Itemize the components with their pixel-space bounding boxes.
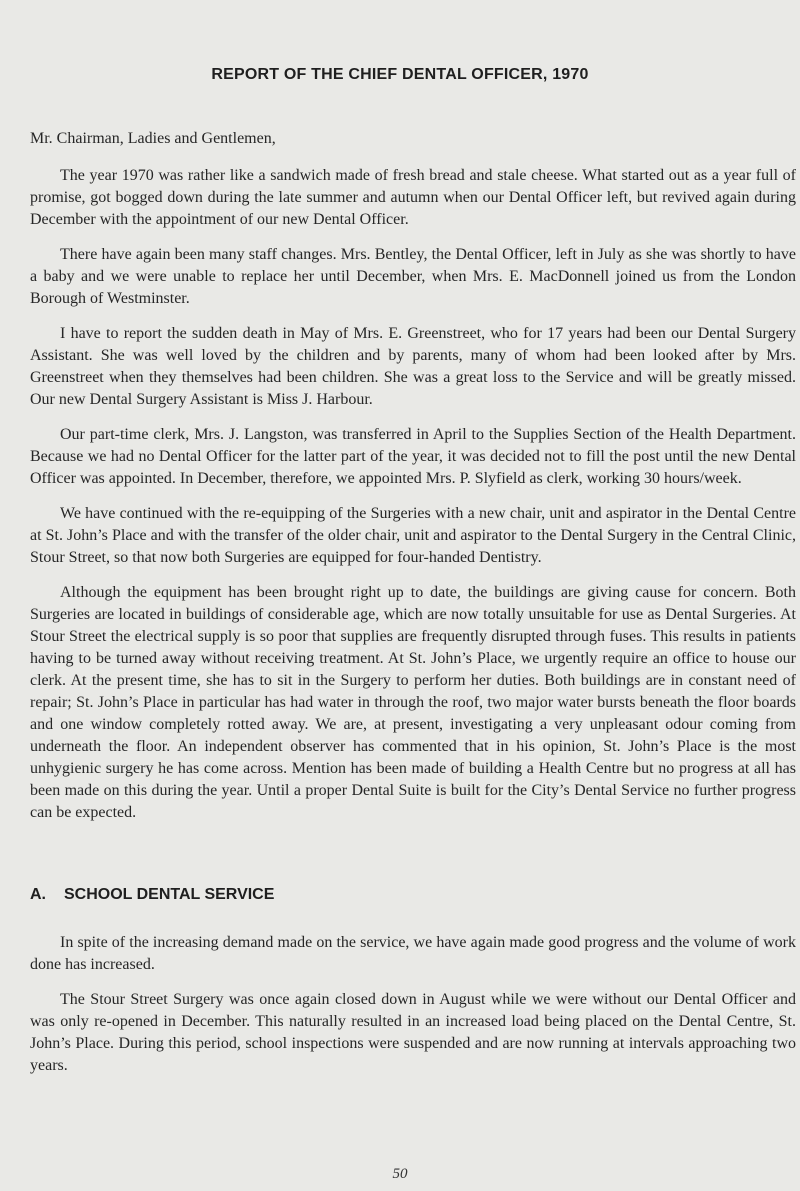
- page-number: 50: [392, 1166, 408, 1182]
- paragraph-re-equipping: We have continued with the re-equipping of the Surgeries with a new chair, unit and aspirator in the Dental Centre at St. John’s Place and with the transfer of the older chair, unit and aspirator to the Dental Surgery in the Central Clinic, Stour Street, so that now both Surgeries are equipped for four-handed Dentistry.: [30, 505, 796, 566]
- salutation: Mr. Chairman, Ladies and Gentlemen,: [30, 130, 276, 147]
- section-heading-school-dental-service: [30, 886, 274, 904]
- report-title: REPORT OF THE CHIEF DENTAL OFFICER, 1970: [211, 66, 589, 83]
- paragraph-clerk: Our part-time clerk, Mrs. J. Langston, was transferred in April to the Supplies Section of the Health Department. Because we had no Dental Officer for the latter part of the year, it was decided not to fill the post until the new Dental Officer was appointed. In December, therefore, we appointed Mrs. P. Slyfield as clerk, working 30 hours/week.: [30, 426, 796, 487]
- paragraph-staff-changes: There have again been many staff changes. Mrs. Bentley, the Dental Officer, left in July as she was shortly to have a baby and we were unable to replace her until December, when Mrs. E. MacDonnell joined us from the London Borough of Westminster.: [30, 246, 796, 307]
- paragraph-death-report: I have to report the sudden death in May of Mrs. E. Greenstreet, who for 17 years had been our Dental Surgery Assistant. She was well loved by the children and by parents, many of whom had been looked after by Mrs. Greenstreet when they themselves had been children. She was a great loss to the Service and will be greatly missed. Our new Dental Surgery Assistant is Miss J. Harbour.: [30, 325, 796, 408]
- intro-paragraphs: [30, 165, 796, 837]
- section-title: SCHOOL DENTAL SERVICE: [64, 886, 275, 903]
- paragraph-increasing-demand: In spite of the increasing demand made on the service, we have again made good progress and the volume of work done has increased.: [30, 934, 796, 973]
- paragraph-stour-street-closure: The Stour Street Surgery was once again closed down in August while we were without our Dental Officer and was only re-opened in December. This naturally resulted in an increased load being placed on the Dental Centre, St. John’s Place. During this period, school inspections were suspended and are now running at intervals approaching two years.: [30, 991, 796, 1074]
- section-letter: A.: [30, 886, 46, 903]
- section-a-paragraphs: [30, 932, 796, 1090]
- paragraph-buildings: Although the equipment has been brought right up to date, the buildings are giving cause for concern. Both Surgeries are located in buildings of considerable age, which are now totally unsuitable for use as Dental Surgeries. At Stour Street the electrical supply is so poor that supplies are frequently disrupted through fuses. This results in patients having to be turned away without receiving treatment. At St. John’s Place, we urgently require an office to house our clerk. At the present time, she has to sit in the Surgery to perform her duties. Both buildings are in constant need of repair; St. John’s Place in particular has had water in through the roof, two major water bursts beneath the floor boards and one window completely rotted away. We are, at present, investigating a very unpleasant odour coming from underneath the floor. An independent observer has commented that in his opinion, St. John’s Place is the most unhygienic surgery he has come across. Mention has been made of building a Health Centre but no progress at all has been made on this during the year. Until a proper Dental Suite is built for the City’s Dental Service no further progress can be expected.: [30, 584, 796, 821]
- paragraph-year-summary: The year 1970 was rather like a sandwich made of fresh bread and stale cheese. What started out as a year full of promise, got bogged down during the late summer and autumn when our Dental Officer left, but revived again during December with the appointment of our new Dental Officer.: [30, 167, 796, 228]
